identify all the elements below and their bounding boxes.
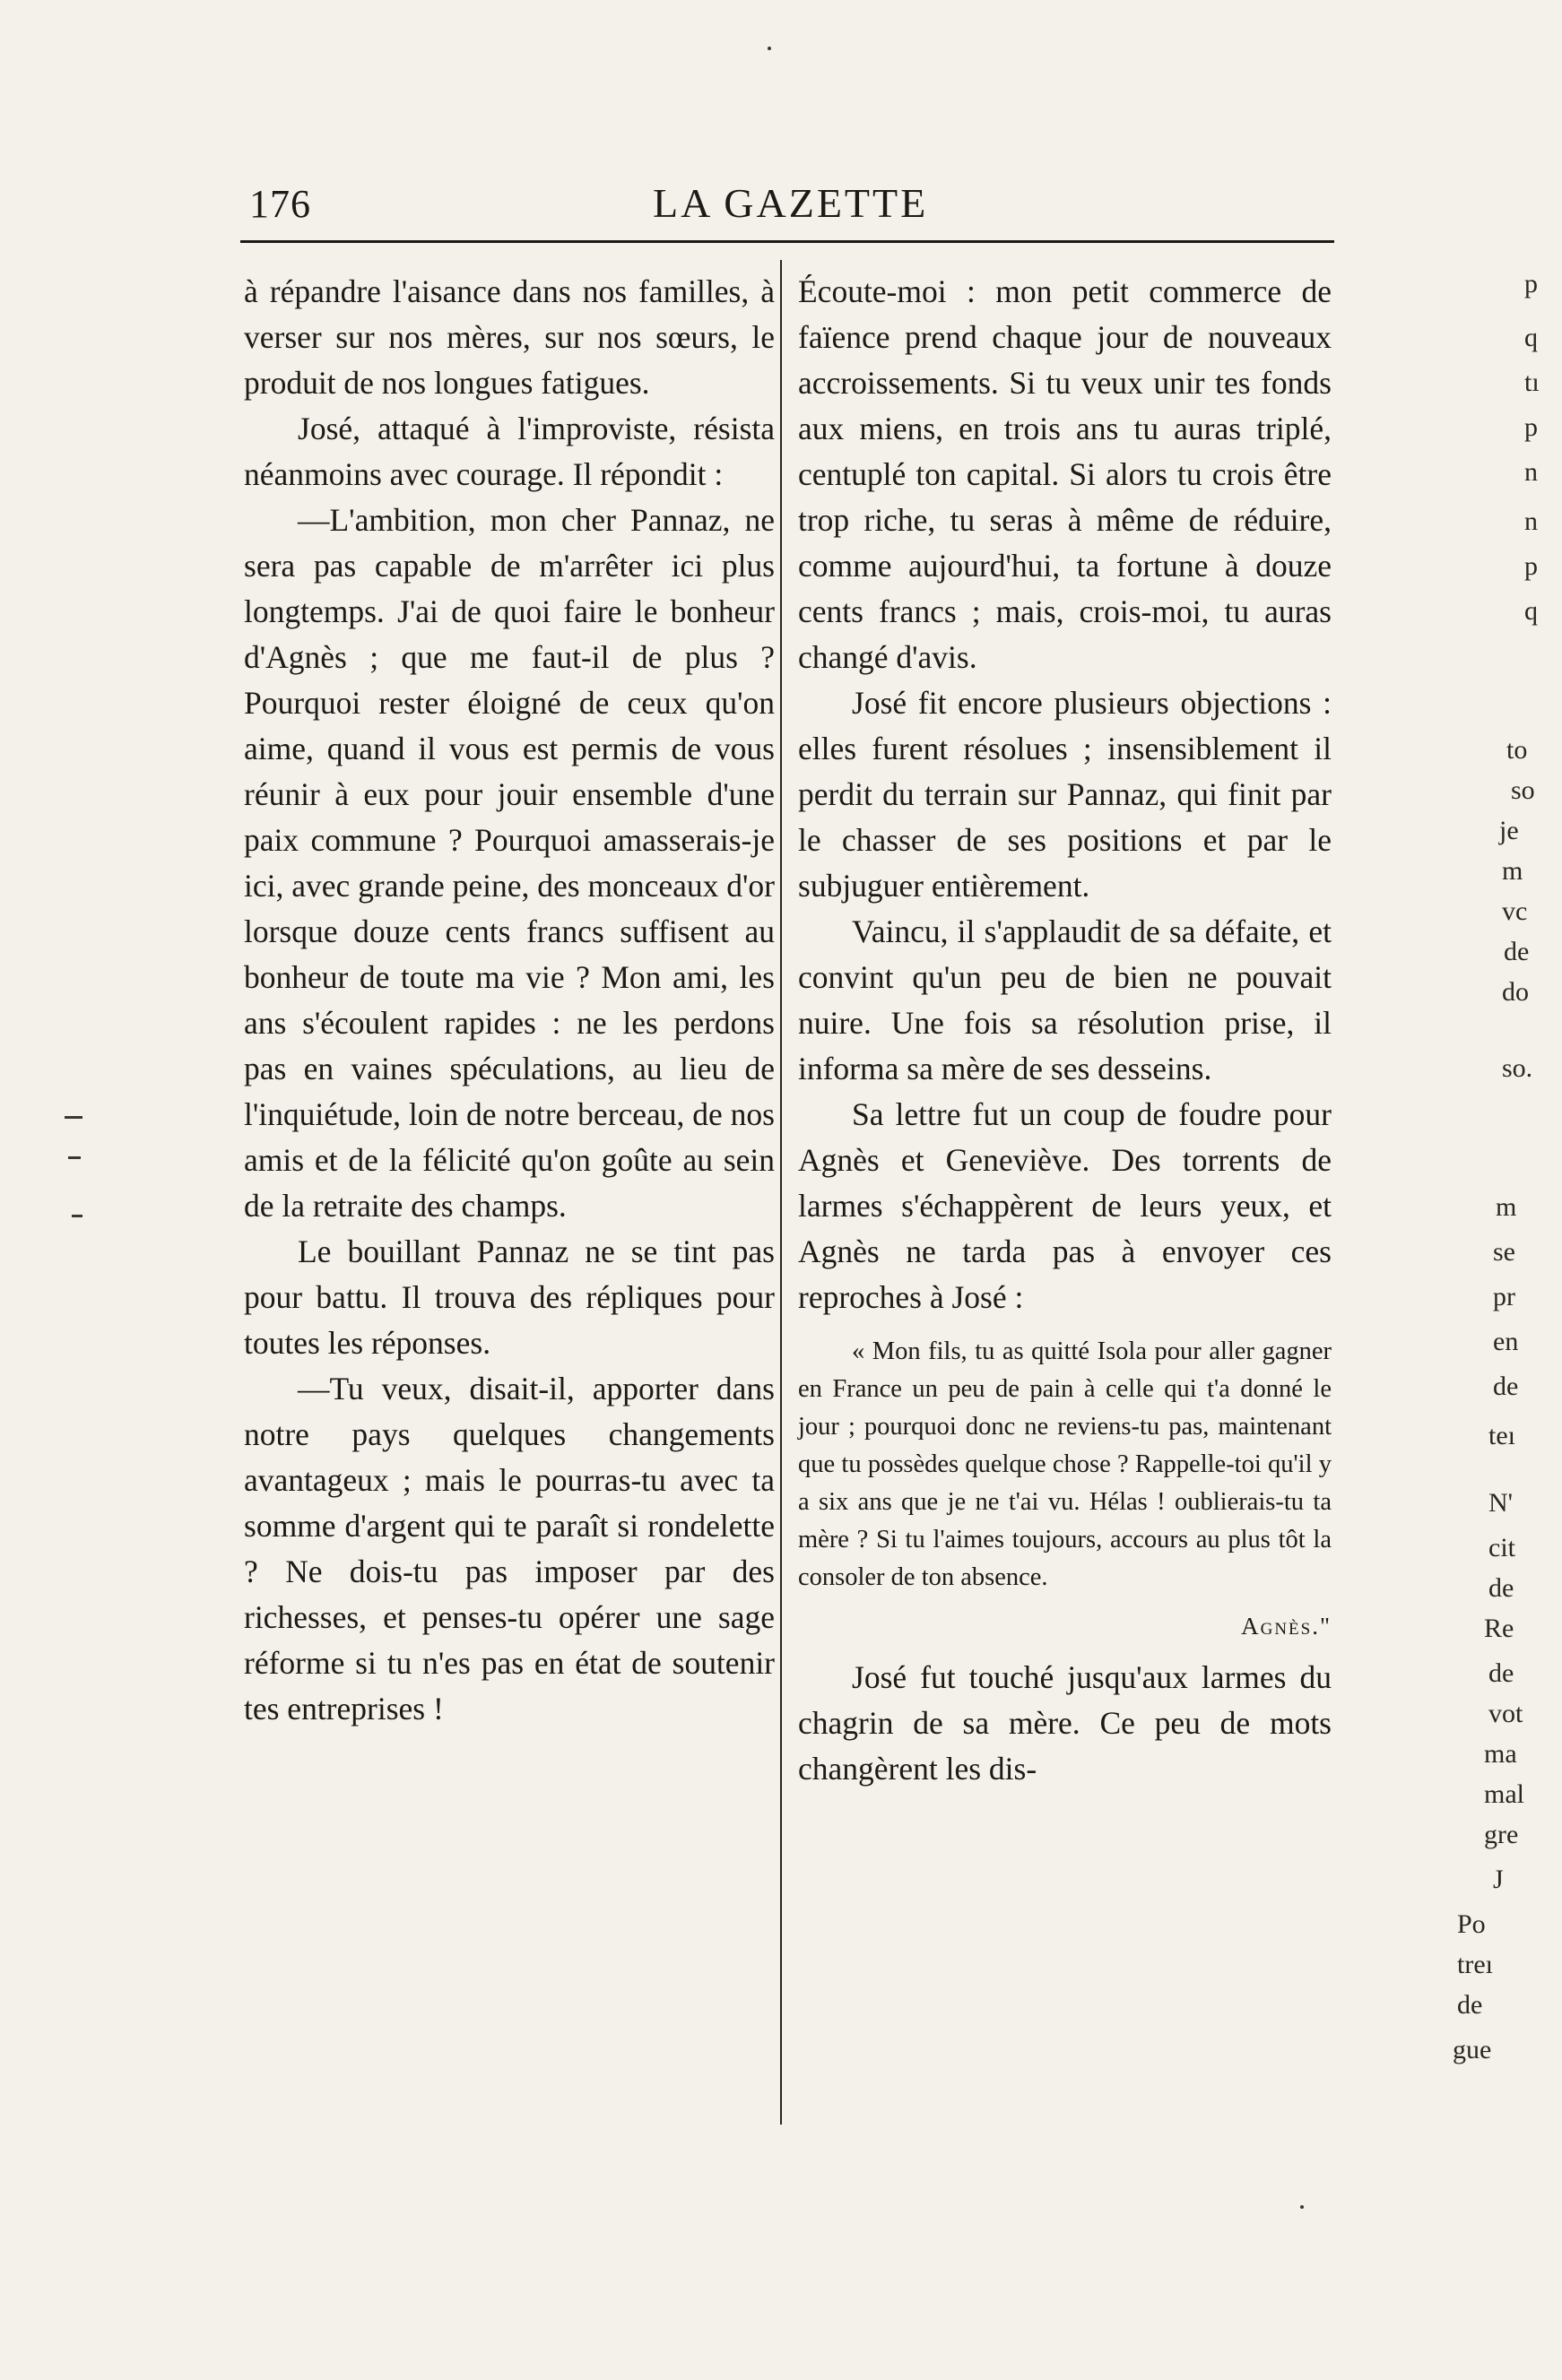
paragraph: à répandre l'aisance dans nos familles, à verser sur nos mères, sur nos sœurs, le produit de nos longues fatigues. (244, 273, 775, 401)
quoted-letter: « Mon fils, tu as quitté Isola pour aller gagner en France un peu de pain à celle qui t'a donné le jour ; pourquoi donc ne reviens-tu pas, maintenant que tu possèdes quelque chose ? Rappelle-toi qu'il y a six ans que je ne t'ai vu. Hélas ! oublierais-tu ta mère ? Si tu l'aimes toujours, accours au plus tôt la consoler de ton absence. (798, 1337, 1332, 1591)
column-divider (780, 260, 782, 2125)
page-number: 176 (249, 182, 311, 226)
adjacent-page-fragment: cit (1488, 1533, 1515, 1562)
scan-speck (72, 1215, 82, 1217)
paragraph: José, attaqué à l'improviste, résista néanmoins avec courage. Il répondit : (244, 411, 775, 492)
scan-speck (768, 47, 771, 50)
running-title: LA GAZETTE (653, 180, 929, 226)
adjacent-page-fragment: n (1524, 457, 1538, 487)
adjacent-page-fragment: teı (1488, 1421, 1515, 1450)
adjacent-page-fragment: p (1524, 269, 1538, 299)
paragraph: Sa lettre fut un coup de foudre pour Agnès et Geneviève. Des torrents de larmes s'échappèrent de leurs yeux, et Agnès ne tarda pas à envoyer ces reproches à José : (798, 1096, 1332, 1315)
left-column (244, 269, 775, 1732)
scan-speck (68, 1156, 81, 1159)
adjacent-page-fragment: gue (1453, 2035, 1492, 2064)
adjacent-page-fragment: q (1524, 323, 1538, 352)
adjacent-page-fragment: pr (1493, 1282, 1515, 1311)
adjacent-page-fragment: m (1502, 856, 1523, 886)
adjacent-page-bleed (1427, 0, 1562, 2380)
adjacent-page-fragment: tı (1524, 368, 1540, 397)
adjacent-page-fragment: de (1504, 937, 1530, 966)
scan-speck (1300, 2205, 1304, 2209)
adjacent-page-fragment: de (1457, 1990, 1483, 2020)
adjacent-page-fragment: p (1524, 412, 1538, 442)
adjacent-page-fragment: de (1493, 1372, 1519, 1401)
header-rule (240, 240, 1334, 243)
adjacent-page-fragment: de (1488, 1573, 1514, 1603)
adjacent-page-fragment: J (1493, 1865, 1504, 1894)
adjacent-page-fragment: m (1496, 1192, 1517, 1222)
adjacent-page-fragment: n (1524, 506, 1538, 536)
paragraph: Écoute-moi : mon petit commerce de faïence prend chaque jour de nouveaux accroissements. Si tu veux unir tes fonds aux miens, en trois ans tu auras triplé, centuplé ton capital. Si alors tu crois être trop riche, tu seras à même de réduire, comme aujourd'hui, ta fortune à douze cents francs ; mais, crois-moi, tu auras changé d'avis. (798, 273, 1332, 675)
adjacent-page-fragment: p (1524, 551, 1538, 581)
adjacent-page-fragment: q (1524, 596, 1538, 626)
adjacent-page-fragment: se (1493, 1237, 1515, 1267)
adjacent-page-fragment: do (1502, 977, 1529, 1007)
paragraph: —Tu veux, disait-il, apporter dans notre pays quelques changements avantageux ; mais le pourras-tu avec ta somme d'argent qui te paraît si rondelette ? Ne dois-tu pas imposer par des richesses, et penses-tu opérer une sage réforme si tu n'es pas en état de soutenir tes entreprises ! (244, 1371, 775, 1727)
adjacent-page-fragment: en (1493, 1327, 1519, 1356)
adjacent-page-fragment: N' (1488, 1488, 1514, 1518)
adjacent-page-fragment: vot (1488, 1699, 1523, 1728)
scan-speck (65, 1116, 82, 1119)
paragraph: Vaincu, il s'applaudit de sa défaite, et convint qu'un peu de bien ne pouvait nuire. Une fois sa résolution prise, il informa sa mère de ses desseins. (798, 913, 1332, 1086)
page-header (249, 172, 1330, 235)
paragraph: José fit encore plusieurs objections : elles furent résolues ; insensiblement il perdit du terrain sur Pannaz, qui finit par le chasser de ses positions et par le subjuguer entièrement. (798, 685, 1332, 904)
adjacent-page-fragment: Re (1484, 1614, 1514, 1643)
paragraph: Le bouillant Pannaz ne se tint pas pour battu. Il trouva des répliques pour toutes les réponses. (244, 1233, 775, 1361)
adjacent-page-fragment: vc (1502, 896, 1528, 926)
adjacent-page-fragment: de (1488, 1658, 1514, 1688)
paragraph: José fut touché jusqu'aux larmes du chagrin de sa mère. Ce peu de mots changèrent les dis- (798, 1659, 1332, 1787)
adjacent-page-fragment: mal (1484, 1779, 1524, 1809)
letter-signature: Agnès." (1241, 1613, 1332, 1640)
right-column (798, 269, 1332, 1792)
adjacent-page-fragment: so. (1502, 1053, 1533, 1083)
adjacent-page-fragment: treı (1457, 1950, 1493, 1979)
adjacent-page-fragment: ma (1484, 1739, 1517, 1769)
adjacent-page-fragment: gre (1484, 1820, 1519, 1849)
adjacent-page-fragment: Po (1457, 1909, 1486, 1939)
paragraph: —L'ambition, mon cher Pannaz, ne sera pas capable de m'arrêter ici plus longtemps. J'ai de quoi faire le bonheur d'Agnès ; que me faut-il de plus ? Pourquoi rester éloigné de ceux qu'on aime, quand il vous est permis de vous réunir à eux pour jouir ensemble d'une paix commune ? Pourquoi amasserais-je ici, avec grande peine, des monceaux d'or lorsque douze cents francs suffisent au bonheur de toute ma vie ? Mon ami, les ans s'écoulent rapides : ne les perdons pas en vaines spéculations, au lieu de l'inquiétude, loin de notre berceau, de nos amis et de la félicité qu'on goûte au sein de la retraite des champs. (244, 502, 775, 1224)
adjacent-page-fragment: je (1499, 816, 1519, 845)
adjacent-page-fragment: to (1506, 735, 1528, 765)
adjacent-page-fragment: so (1511, 775, 1535, 805)
